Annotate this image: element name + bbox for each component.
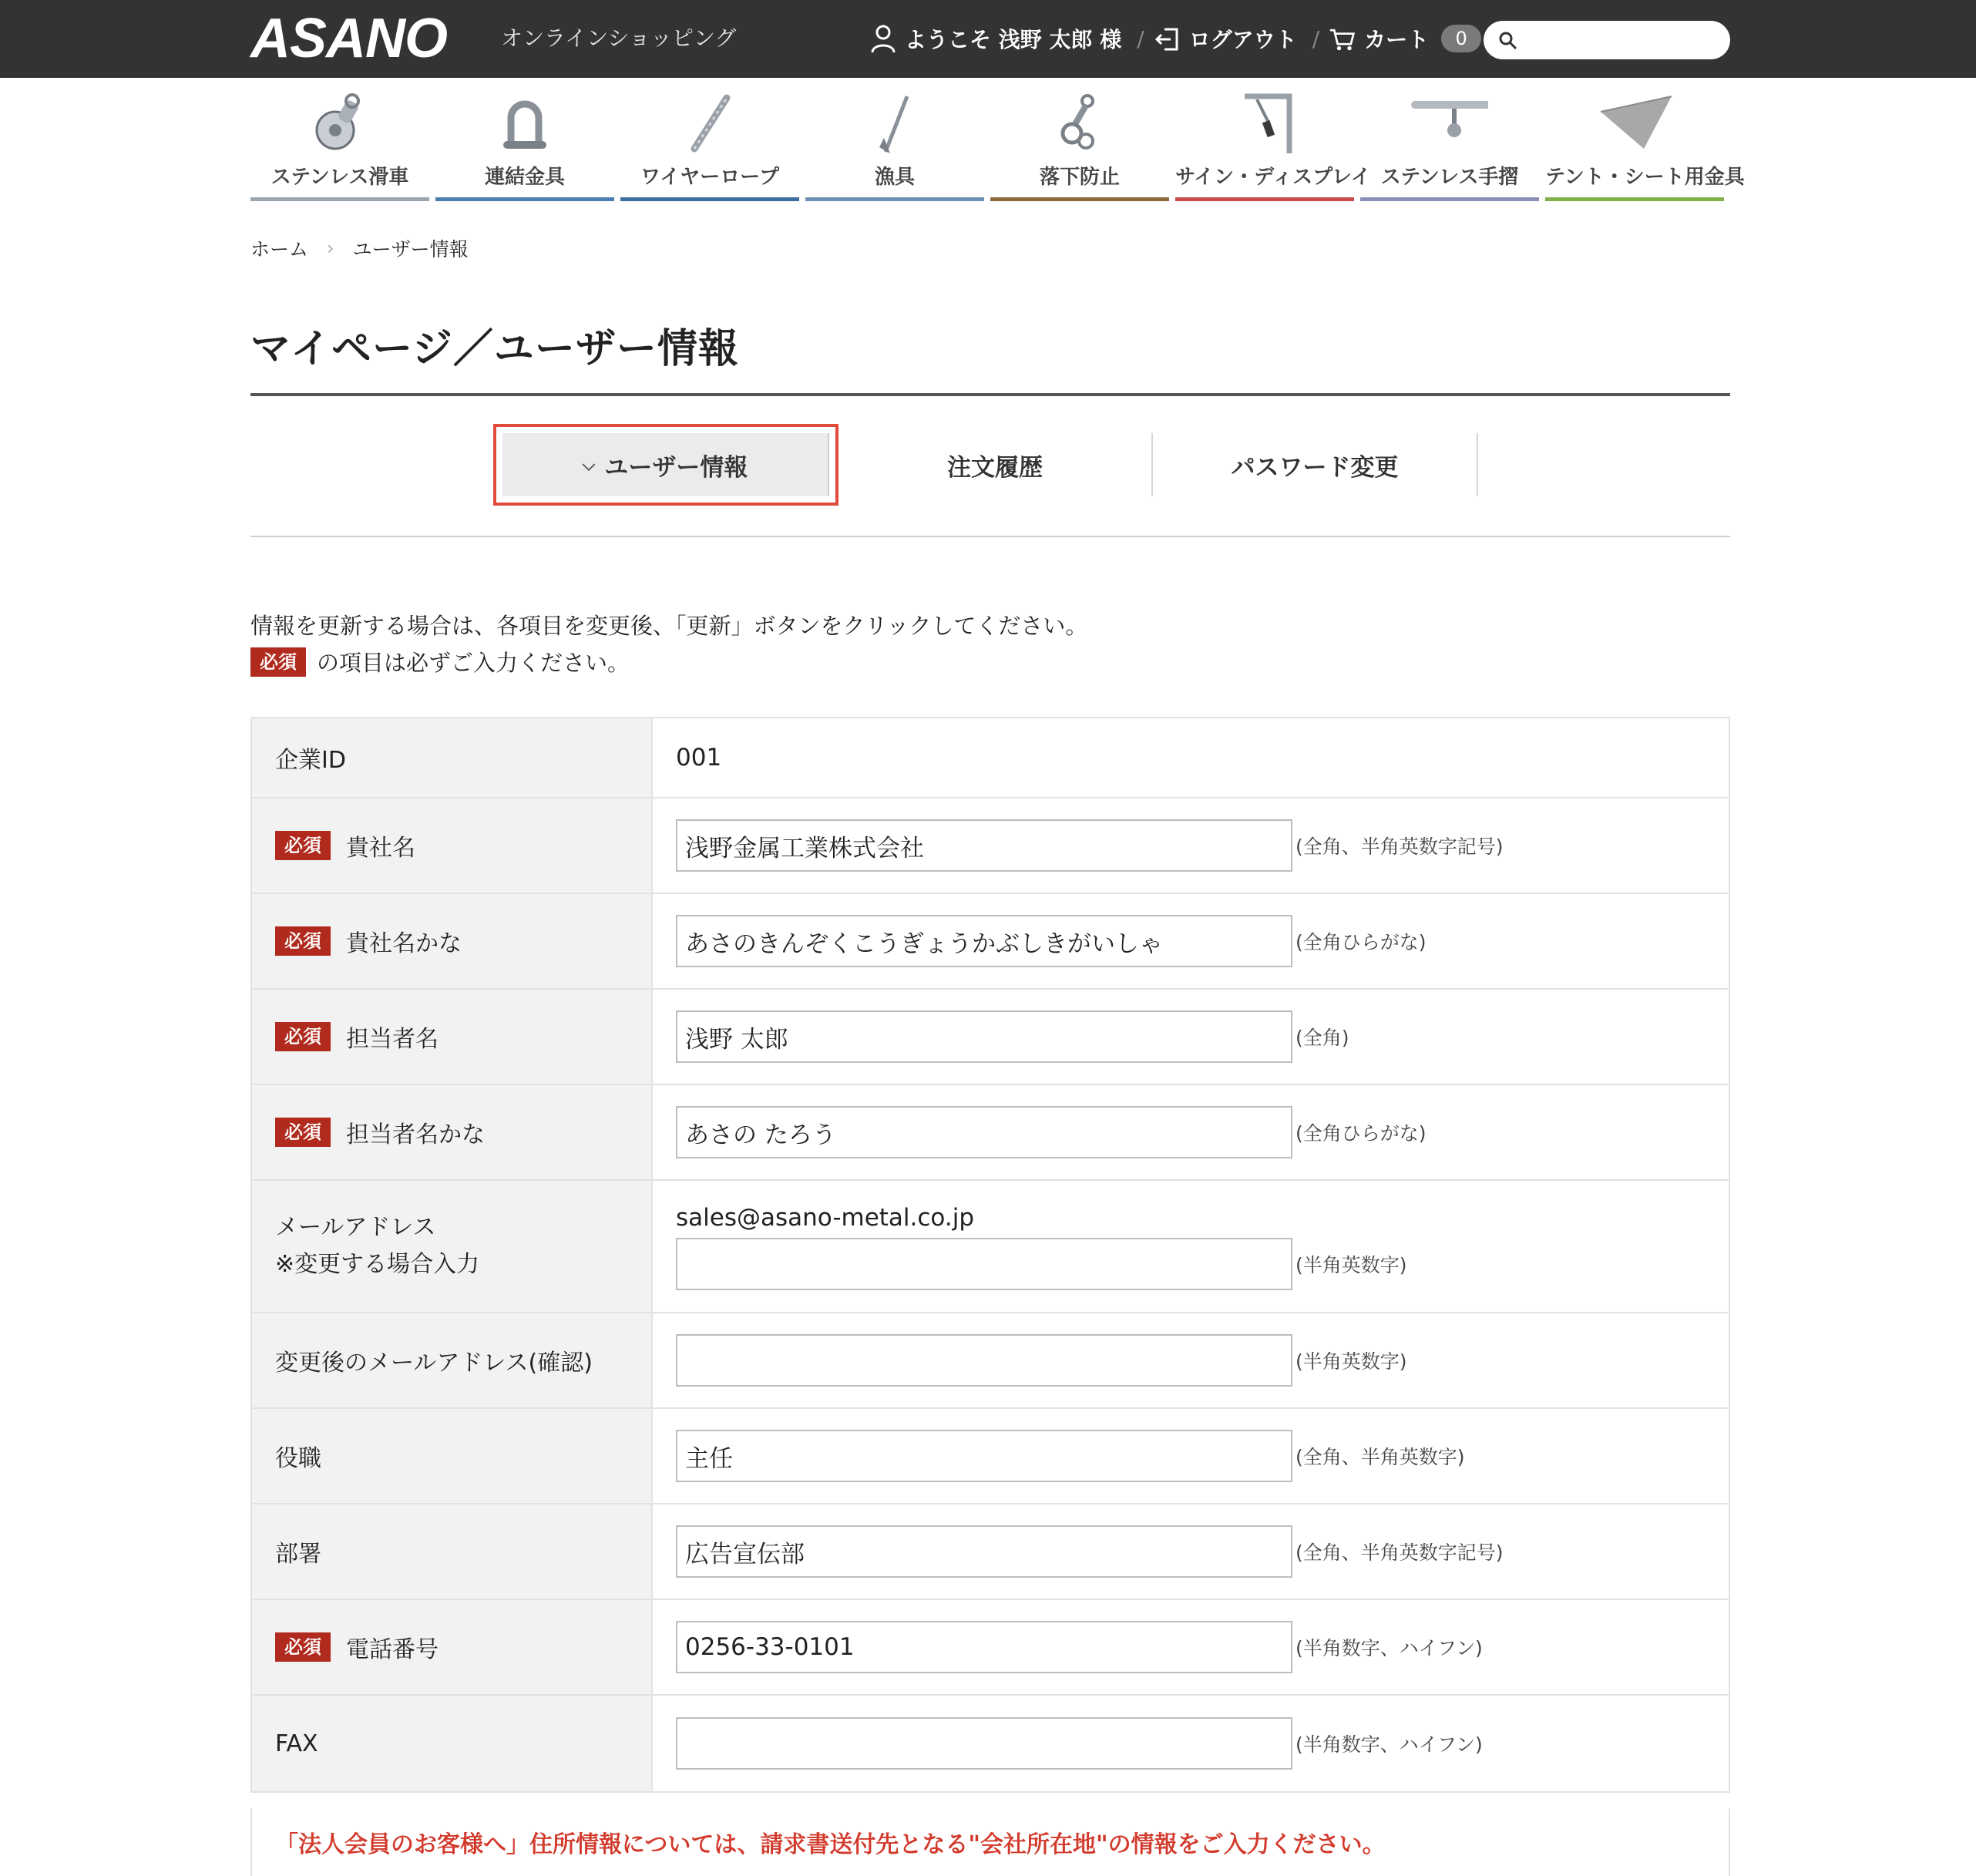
form-row-company-id	[252, 718, 1729, 798]
breadcrumb-home[interactable]: ホーム	[250, 238, 309, 261]
person-kana-input[interactable]	[676, 1106, 1292, 1158]
site-tagline: オンラインショッピング	[501, 25, 737, 51]
divider: /	[1137, 25, 1144, 52]
field-hint: (半角英数字)	[1295, 1350, 1407, 1373]
search-box[interactable]	[1484, 21, 1730, 59]
field-hint: (半角数字、ハイフン)	[1295, 1637, 1483, 1659]
field-value-cell	[653, 1313, 1729, 1407]
form-row-fax	[252, 1696, 1729, 1791]
pulley-icon	[301, 90, 378, 156]
required-badge: 必須	[275, 1022, 331, 1051]
email-column	[676, 1204, 1407, 1290]
category-nav	[250, 86, 1745, 201]
tab-order-history[interactable]	[838, 433, 1153, 496]
category-handrail[interactable]	[1360, 86, 1539, 201]
company-id-value: 001	[676, 744, 722, 772]
category-label: ステンレス手摺	[1380, 166, 1519, 189]
field-label-cell	[252, 1085, 653, 1179]
field-label: 変更後のメールアドレス(確認)	[275, 1350, 593, 1377]
field-label: 役職	[275, 1445, 321, 1472]
field-hint: (全角、半角英数字記号)	[1295, 1541, 1504, 1564]
field-label: 部署	[275, 1541, 321, 1568]
shackle-icon	[486, 90, 563, 156]
tab-password-change[interactable]	[1153, 433, 1478, 496]
field-value-cell	[653, 1085, 1729, 1179]
corporate-notice-text: 「法人会員のお客様へ」住所情報については、請求書送付先となる"会社所在地"の情報をご入力ください。	[275, 1831, 1386, 1858]
field-hint: (半角英数字)	[1295, 1254, 1407, 1276]
required-note-text: の項目は必ずご入力ください。	[317, 650, 630, 676]
email-confirm-input[interactable]	[676, 1334, 1292, 1387]
field-value-cell	[653, 1696, 1729, 1791]
site-logo[interactable]: ASANO	[250, 8, 448, 69]
required-badge: 必須	[250, 647, 306, 677]
position-input[interactable]	[676, 1430, 1292, 1482]
search-input[interactable]	[1527, 25, 1719, 55]
category-pulley[interactable]	[250, 86, 429, 201]
logout-icon[interactable]	[1154, 23, 1181, 54]
title-divider	[250, 393, 1730, 396]
field-label-stack	[275, 1209, 479, 1283]
field-label-cell	[252, 1181, 653, 1312]
category-label: ワイヤーロープ	[640, 166, 779, 189]
field-value-cell	[653, 718, 1729, 797]
form-row-email	[252, 1181, 1729, 1313]
required-badge: 必須	[275, 1632, 331, 1662]
field-label: FAX	[275, 1730, 318, 1757]
field-hint: (全角ひらがな)	[1295, 1122, 1427, 1145]
chevron-down-icon: ⌵	[582, 455, 596, 475]
required-badge: 必須	[275, 1118, 331, 1147]
search-icon[interactable]	[1497, 30, 1519, 52]
tab-label: ユーザー情報	[604, 453, 748, 482]
cart-count-badge: 0	[1441, 25, 1481, 52]
category-label: 漁具	[874, 166, 915, 189]
form-row-person-kana	[252, 1085, 1729, 1181]
user-icon	[869, 23, 897, 54]
user-menu	[869, 22, 1481, 55]
field-label-cell	[252, 894, 653, 988]
phone-input[interactable]	[676, 1621, 1292, 1673]
form-row-email-confirm	[252, 1313, 1729, 1409]
field-label: メールアドレス	[275, 1214, 436, 1241]
tab-user-info[interactable]	[502, 433, 829, 496]
email-input-line	[676, 1238, 1407, 1290]
category-tent-sheet[interactable]	[1545, 86, 1745, 201]
field-label: 貴社名	[346, 835, 415, 862]
required-badge: 必須	[275, 926, 331, 956]
cart-icon[interactable]	[1329, 23, 1356, 54]
form-row-person-name	[252, 990, 1729, 1085]
required-badge: 必須	[275, 831, 331, 860]
divider: /	[1312, 25, 1320, 52]
category-label: 連結金具	[484, 166, 565, 189]
category-shackle[interactable]	[435, 86, 614, 201]
field-hint: (全角)	[1295, 1027, 1349, 1049]
field-label-cell	[252, 990, 653, 1084]
corporate-notice	[250, 1808, 1730, 1876]
form-row-company-name	[252, 798, 1729, 894]
category-wire-rope[interactable]	[620, 86, 799, 201]
fishing-gear-icon	[856, 90, 933, 156]
field-label-cell	[252, 1409, 653, 1503]
field-label-cell	[252, 1600, 653, 1694]
fall-prevention-icon	[1041, 90, 1118, 156]
field-label-cell	[252, 1313, 653, 1407]
handrail-icon	[1411, 90, 1488, 156]
category-label: サイン・ディスプレイ	[1175, 166, 1371, 189]
field-hint: (全角、半角英数字記号)	[1295, 835, 1504, 858]
page-title: マイページ／ユーザー情報	[250, 326, 739, 372]
wire-rope-icon	[671, 90, 748, 156]
form-row-department	[252, 1504, 1729, 1600]
form-row-phone	[252, 1600, 1729, 1696]
category-fishing-gear[interactable]	[805, 86, 984, 201]
chevron-right-icon: ›	[327, 237, 334, 259]
field-value-cell	[653, 1600, 1729, 1694]
field-label: 貴社名かな	[346, 930, 462, 957]
field-hint: (半角数字、ハイフン)	[1295, 1733, 1483, 1756]
tent-sheet-icon	[1596, 90, 1673, 156]
field-hint: (全角ひらがな)	[1295, 931, 1427, 953]
tab-label: 注文履歴	[947, 453, 1043, 482]
category-label: テント・シート用金具	[1545, 166, 1745, 189]
field-label-cell	[252, 1504, 653, 1599]
header-bar	[0, 0, 1976, 78]
required-note	[250, 646, 630, 677]
company-kana-input[interactable]	[676, 915, 1292, 967]
category-sign-display[interactable]	[1175, 86, 1371, 201]
field-sublabel: ※変更する場合入力	[275, 1251, 480, 1278]
field-label: 担当者名	[346, 1026, 439, 1053]
field-value-cell	[653, 1409, 1729, 1503]
breadcrumb-current: ユーザー情報	[352, 238, 469, 261]
field-value-cell	[653, 990, 1729, 1084]
tab-label: パスワード変更	[1231, 453, 1399, 482]
logout-link[interactable]: ログアウト	[1188, 27, 1297, 52]
company-name-input[interactable]	[676, 819, 1292, 872]
field-label: 電話番号	[346, 1636, 439, 1663]
person-name-input[interactable]	[676, 1010, 1292, 1063]
intro-text: 情報を更新する場合は、各項目を変更後、「更新」ボタンをクリックしてください。	[250, 613, 1088, 639]
user-info-form	[250, 717, 1730, 1793]
form-row-position	[252, 1409, 1729, 1504]
field-value-cell	[653, 798, 1729, 893]
field-hint: (全角、半角英数字)	[1295, 1446, 1465, 1468]
category-label: ステンレス滑車	[271, 166, 409, 189]
field-value-cell	[653, 894, 1729, 988]
field-label-cell	[252, 798, 653, 893]
breadcrumb	[250, 233, 469, 264]
tabs-divider	[250, 536, 1730, 537]
field-value-cell	[653, 1181, 1729, 1312]
category-label: 落下防止	[1039, 166, 1120, 189]
fax-input[interactable]	[676, 1717, 1292, 1770]
current-email: sales@asano-metal.co.jp	[676, 1204, 975, 1232]
field-label-cell	[252, 718, 653, 797]
department-input[interactable]	[676, 1525, 1292, 1578]
field-value-cell	[653, 1504, 1729, 1599]
category-fall-prevention[interactable]	[990, 86, 1169, 201]
cart-link[interactable]: カート	[1364, 27, 1430, 52]
form-row-company-kana	[252, 894, 1729, 990]
field-label-cell	[252, 1696, 653, 1791]
welcome-text: ようこそ 浅野 太郎 様	[905, 27, 1122, 52]
field-label: 担当者名かな	[346, 1121, 485, 1148]
email-input[interactable]	[676, 1238, 1292, 1290]
sign-display-icon	[1226, 90, 1303, 156]
field-label: 企業ID	[275, 747, 346, 774]
